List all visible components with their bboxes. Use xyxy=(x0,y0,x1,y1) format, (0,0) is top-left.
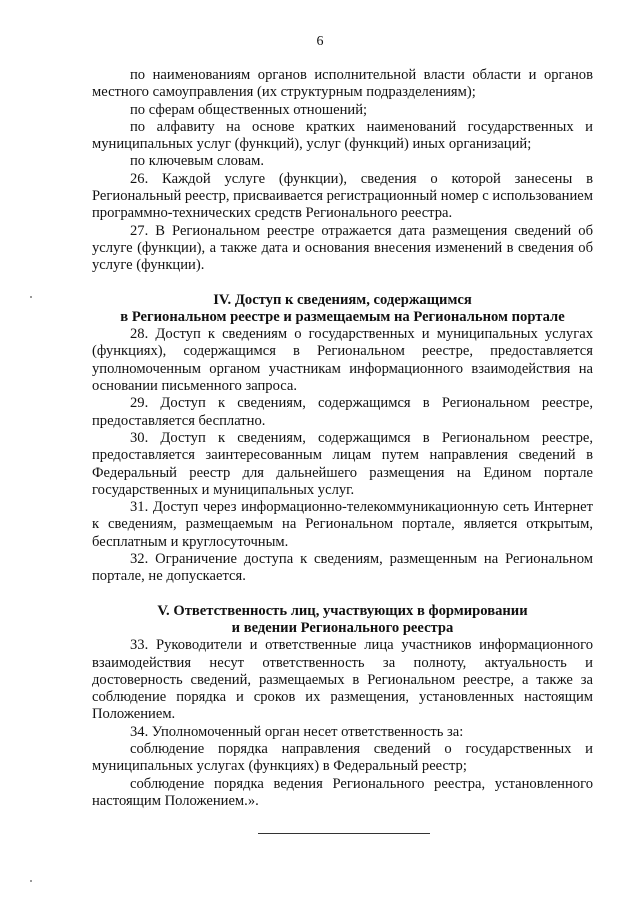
paragraph: по ключевым словам. xyxy=(130,153,264,170)
section-4-heading xyxy=(92,292,593,327)
section-5-heading-line1: V. Ответственность лиц, участвующих в формировании xyxy=(157,602,528,619)
paragraph-26: 26. Каждой услуге (функции), сведения о которой занесены в Региональный реестр, присваивается регистрационный номер с использованием программно-технических средств Регионального реестра. xyxy=(92,170,594,222)
end-divider-line xyxy=(258,833,430,834)
paragraph: соблюдение порядка ведения Регионального реестра, установленного настоящим Положением.». xyxy=(92,775,593,809)
paragraph: по сферам общественных отношений; xyxy=(130,101,368,118)
scan-mark xyxy=(30,880,32,882)
paragraph-27: 27. В Региональном реестре отражается дата размещения сведений об услуге (функции), а также дата и основания внесения изменений в сведения об услуге (функции). xyxy=(92,222,593,274)
paragraph: по алфавиту на основе кратких наименований государственных и муниципальных услуг (функций), услуг (функций) иных организаций; xyxy=(92,118,593,153)
section-4-heading-line2: в Региональном реестре и размещаемым на Региональном портале xyxy=(120,308,565,325)
section-4-heading-line1: IV. Доступ к сведениям, содержащимся xyxy=(213,291,472,308)
paragraph-32: 32. Ограничение доступа к сведениям, размещенным на Региональном портале, не допускается. xyxy=(92,551,593,585)
paragraph-34: 34. Уполномоченный орган несет ответственность за: xyxy=(130,723,464,740)
paragraph-29: 29. Доступ к сведениям, содержащимся в Региональном реестре, предоставляется бесплатно. xyxy=(92,395,593,429)
paragraph-33: 33. Руководители и ответственные лица участников информационного взаимодействия несут ответственность за полноту, актуальность и достоверность сведений, размещаемых в Региональном реестре, а также за соблюдение порядка и сроков их размещения, установленных настоящим Положением. xyxy=(92,637,593,723)
section-5-heading xyxy=(92,603,593,638)
page-number: 6 xyxy=(316,34,324,49)
paragraph-28: 28. Доступ к сведениям о государственных и муниципальных услугах (функциях), содержащимся в Региональном реестре, предоставляется уполномоченным органом участникам информационного взаимодействия на основании письменного запроса. xyxy=(92,326,593,395)
paragraph-30: 30. Доступ к сведениям, содержащимся в Региональном реестре, предоставляется заинтересованным лицам путем направления сведений в Федеральный реестр для дальнейшего размещения на Едином портале государственных и муниципальных услуг. xyxy=(92,429,593,498)
section-5-heading-line2: и ведении Регионального реестра xyxy=(231,619,454,636)
document-body xyxy=(92,67,593,810)
paragraph-31: 31. Доступ через информационно-телекоммуникационную сеть Интернет к сведениям, размещаемым на Региональном портале, является открытым, бесплатным и круглосуточным. xyxy=(92,499,593,550)
scan-mark xyxy=(30,296,32,298)
paragraph: по наименованиям органов исполнительной власти области и органов местного самоуправления (их структурным подразделениям); xyxy=(92,67,593,101)
paragraph: соблюдение порядка направления сведений о государственных и муниципальных услугах (функциях) в Федеральный реестр; xyxy=(92,740,593,775)
